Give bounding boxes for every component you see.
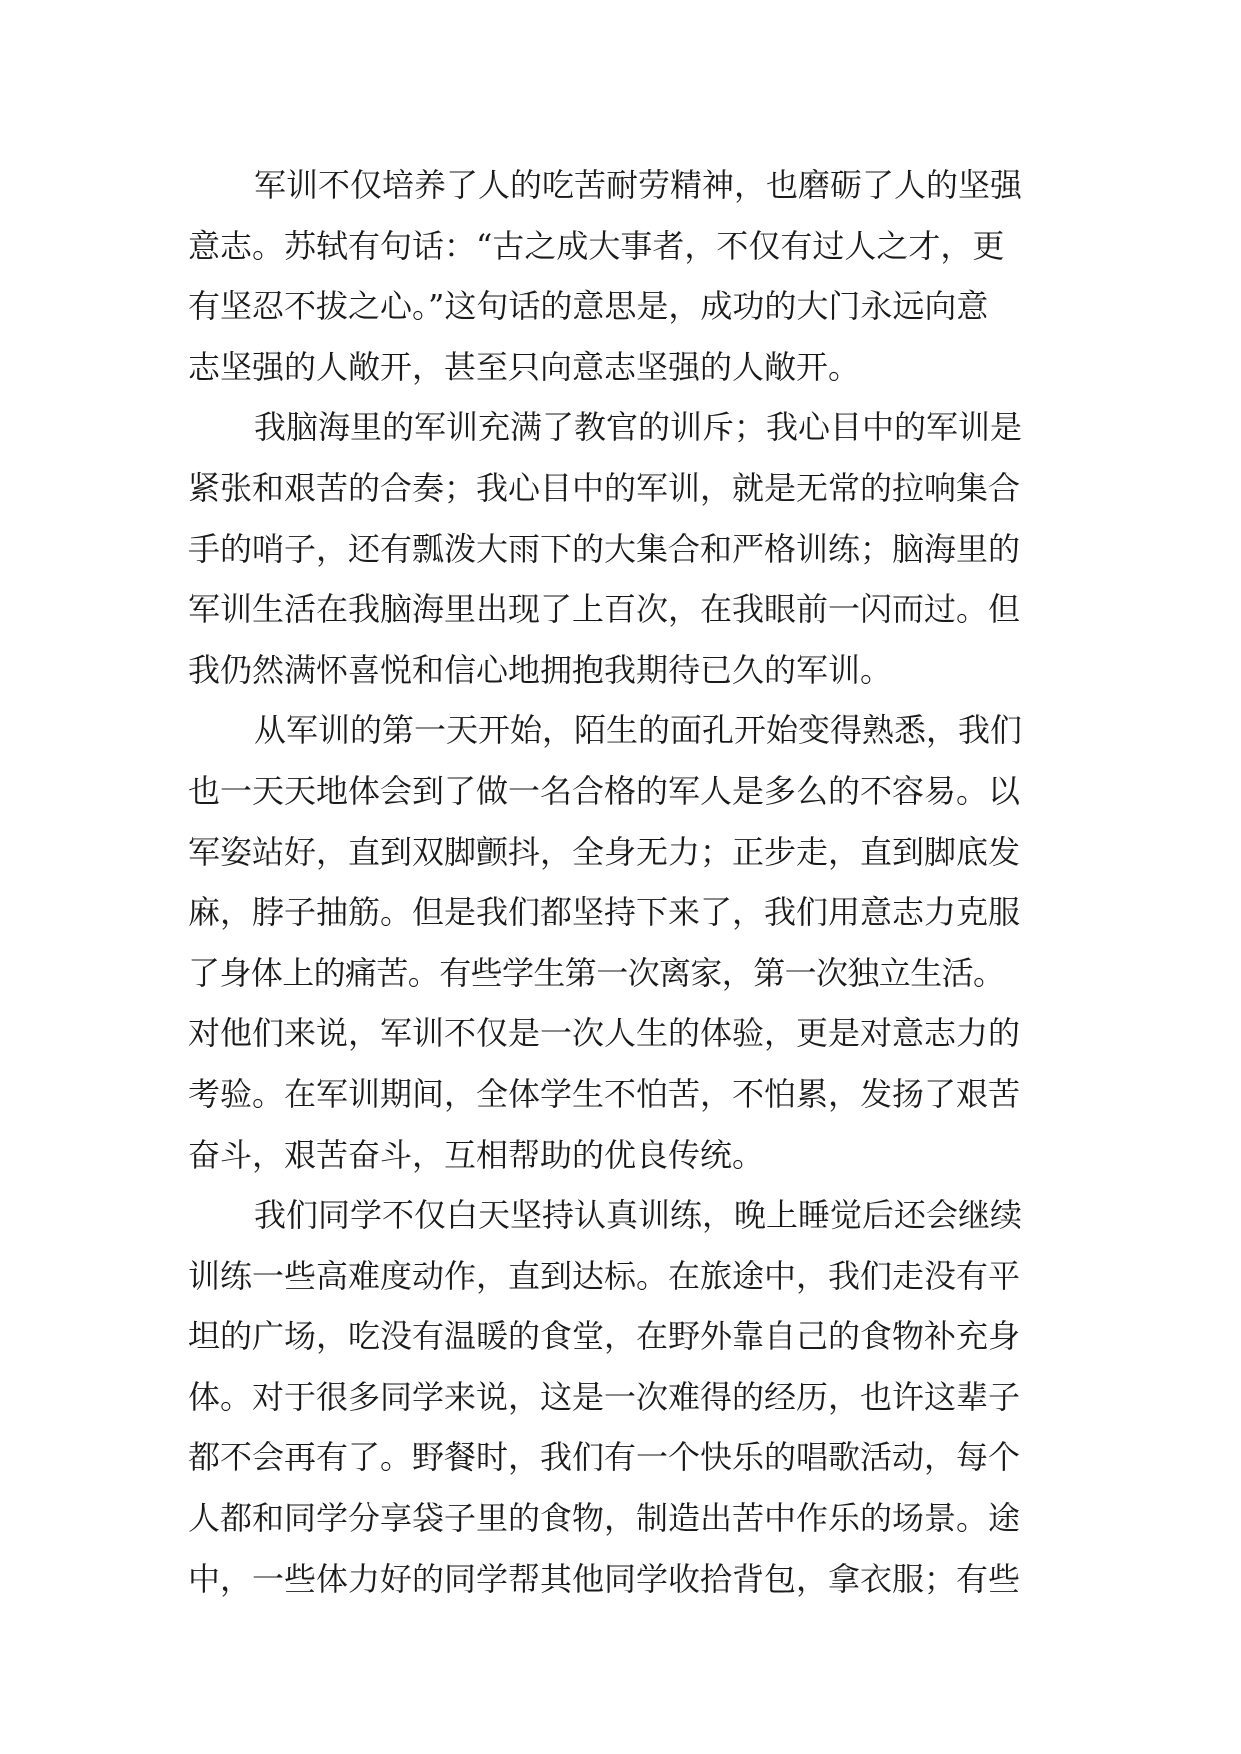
paragraph-2-line-1: 我脑海里的军训充满了教官的训斥；我心目中的军训是	[254, 408, 1023, 447]
paragraph-2-line-4: 军训生活在我脑海里出现了上百次，在我眼前一闪而过。但	[188, 590, 1021, 629]
paragraph-2-line-2: 紧张和艰苦的合奏；我心目中的军训，就是无常的拉响集合	[188, 468, 1021, 507]
paragraph-3-line-7: 考验。在军训期间，全体学生不怕苦，不怕累，发扬了艰苦	[188, 1074, 1021, 1113]
paragraph-4-line-3: 坦的广场，吃没有温暖的食堂，在野外靠自己的食物补充身	[188, 1317, 1021, 1356]
paragraph-3-line-4: 麻，脖子抽筋。但是我们都坚持下来了，我们用意志力克服	[188, 893, 1021, 932]
paragraph-1-line-3: 有坚忍不拔之心。”这句话的意思是，成功的大门永远向意	[188, 287, 989, 326]
paragraph-3-line-1: 从军训的第一天开始，陌生的面孔开始变得熟悉，我们	[254, 711, 1023, 750]
paragraph-1-line-2: 意志。苏轼有句话：“古之成大事者，不仅有过人之才，更	[188, 226, 1005, 265]
paragraph-3-line-3: 军姿站好，直到双脚颤抖，全身无力；正步走，直到脚底发	[188, 832, 1021, 871]
paragraph-3-line-8: 奋斗，艰苦奋斗，互相帮助的优良传统。	[188, 1135, 765, 1174]
body-text	[188, 155, 1058, 1609]
paragraph-4-line-2: 训练一些高难度动作，直到达标。在旅途中，我们走没有平	[188, 1256, 1021, 1295]
paragraph-4-line-5: 都不会再有了。野餐时，我们有一个快乐的唱歌活动，每个	[188, 1438, 1021, 1477]
paragraph-4-line-4: 体。对于很多同学来说，这是一次难得的经历，也许这辈子	[188, 1377, 1021, 1416]
paragraph-4-line-1: 我们同学不仅白天坚持认真训练，晚上睡觉后还会继续	[254, 1196, 1023, 1235]
paragraph-2-line-3: 手的哨子，还有瓢泼大雨下的大集合和严格训练；脑海里的	[188, 529, 1021, 568]
paragraph-3-line-5: 了身体上的痛苦。有些学生第一次离家，第一次独立生活。	[188, 953, 1005, 992]
paragraph-2-line-5: 我仍然满怀喜悦和信心地拥抱我期待已久的军训。	[188, 650, 893, 689]
paragraph-1-line-1: 军训不仅培养了人的吃苦耐劳精神，也磨砺了人的坚强	[254, 166, 1023, 204]
paragraph-3-line-2: 也一天天地体会到了做一名合格的军人是多么的不容易。以	[188, 771, 1021, 810]
paragraph-4-line-6: 人都和同学分享袋子里的食物，制造出苦中作乐的场景。途	[188, 1499, 1021, 1538]
paragraph-1-line-4: 志坚强的人敞开，甚至只向意志坚强的人敞开。	[188, 347, 861, 386]
paragraph-4-line-7: 中，一些体力好的同学帮其他同学收拾背包，拿衣服；有些	[188, 1559, 1021, 1598]
paragraph-3-line-6: 对他们来说，军训不仅是一次人生的体验，更是对意志力的	[188, 1014, 1021, 1053]
